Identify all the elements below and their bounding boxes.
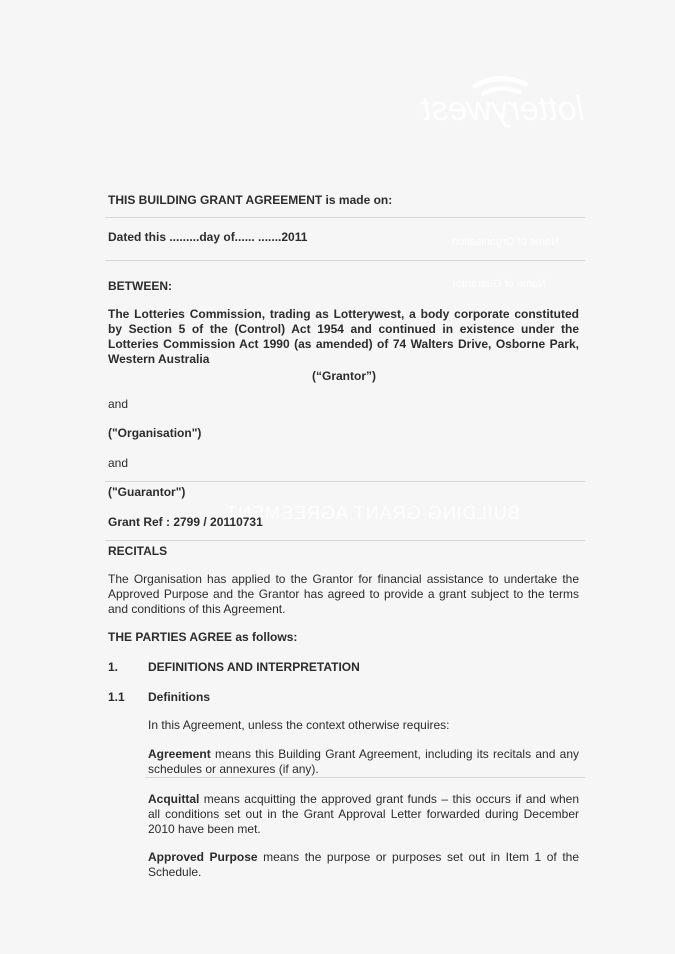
between-heading: BETWEEN: xyxy=(108,279,172,293)
subsection-number: 1.1 xyxy=(108,690,125,704)
definition-term: Acquittal xyxy=(148,792,200,806)
recitals-text: The Organisation has applied to the Grantor for financial assistance to undertake the Approved Purpose and the Grantor has agreed to provide a grant subject to the terms and conditions of this Agreement. xyxy=(108,572,579,616)
definition-term: Approved Purpose xyxy=(148,850,258,864)
watermark-ghost: BUILDING GRANT AGREEMENT xyxy=(225,503,520,523)
logo-icon xyxy=(415,68,590,138)
made-on-heading: THIS BUILDING GRANT AGREEMENT is made on: xyxy=(108,193,393,207)
definition-text: means the purpose or purposes set out in Item 1 of the Schedule. xyxy=(148,850,579,879)
grantor-label: (“Grantor”) xyxy=(312,369,376,383)
svg-text:lotterywest: lotterywest xyxy=(421,90,585,128)
definition-text: means acquitting the approved grant funds – this occurs if and when all conditions set out in the Grant Approval Letter forwarded during December 2010 have been met. xyxy=(148,792,579,836)
definition-agreement xyxy=(148,747,579,777)
divider xyxy=(105,481,585,482)
divider xyxy=(145,777,585,778)
definitions-intro: In this Agreement, unless the context otherwise requires: xyxy=(148,718,450,732)
definition-acquittal xyxy=(148,792,579,837)
parties-agree-heading: THE PARTIES AGREE as follows: xyxy=(108,630,298,644)
dated-line: Dated this .........day of...... .......2011 xyxy=(108,230,308,244)
name-of-organisation-ghost: Name of Organisation xyxy=(452,236,559,248)
definition-term: Agreement xyxy=(148,747,211,761)
grantor-description: The Lotteries Commission, trading as Lotterywest, a body corporate constituted by Section 5 of the (Control) Act 1954 and continued in existence under the Lotteries Commission Act 1990 (as amended) of 74 Walters Drive, Osborne Park, Western Australia xyxy=(108,307,579,366)
definition-text: means this Building Grant Agreement, including its recitals and any schedules or annexures (if any). xyxy=(148,747,579,776)
and-text: and xyxy=(108,456,129,470)
divider xyxy=(105,540,585,541)
divider xyxy=(105,260,585,261)
subsection-title: Definitions xyxy=(148,690,210,704)
section-number: 1. xyxy=(108,660,119,674)
organisation-label: ("Organisation") xyxy=(108,426,202,440)
name-of-guarantor-ghost: Name of Guarantor xyxy=(452,278,547,290)
guarantor-label: ("Guarantor") xyxy=(108,485,186,499)
recitals-heading: RECITALS xyxy=(108,544,168,558)
divider xyxy=(105,217,585,218)
definition-approved-purpose xyxy=(148,850,579,880)
section-title: DEFINITIONS AND INTERPRETATION xyxy=(148,660,360,674)
grant-reference: Grant Ref : 2799 / 20110731 xyxy=(108,515,263,529)
lotterywest-logo xyxy=(415,68,590,138)
and-text: and xyxy=(108,397,129,411)
